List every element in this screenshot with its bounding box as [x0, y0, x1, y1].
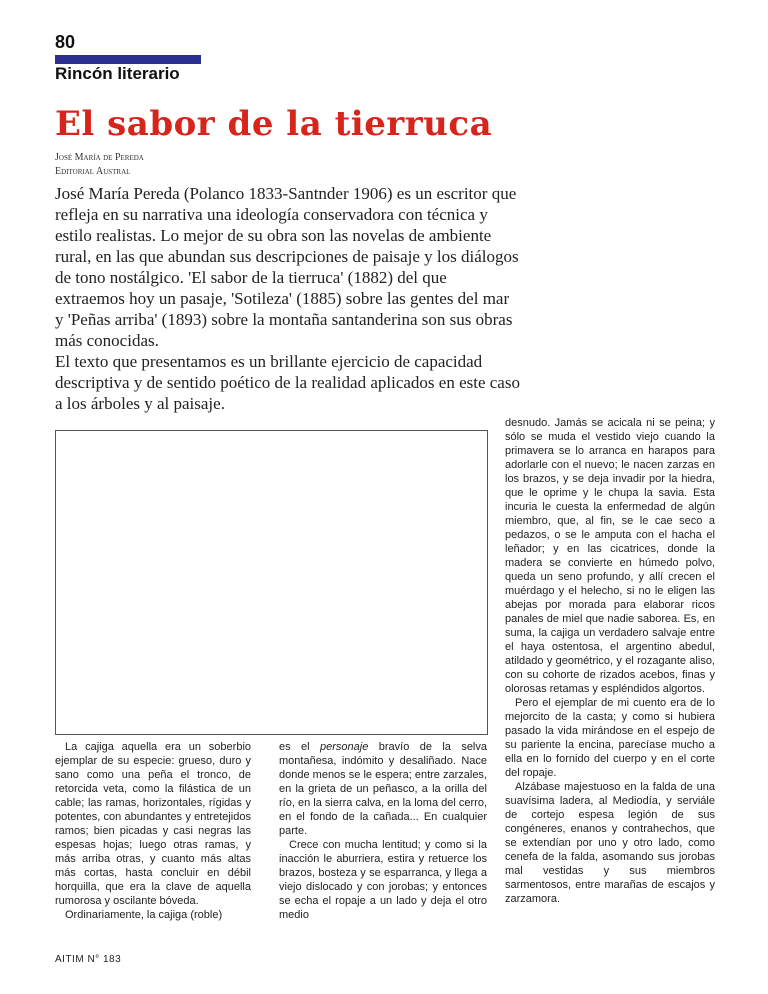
body-column-1: [55, 740, 251, 922]
publisher-name: Editorial Austral: [55, 166, 131, 177]
body-paragraph: Alzábase majestuoso en la falda de una suavísima ladera, al Mediodía, y serviále de cortejo espesa legión de sus congéneres, enanos y contrahechos, que se extendían por uno y otro lado, como cenefa de la falda, asomando sus jorobas mal vestidas y sus miembros sarmentosos, entre marañas de escajos y zarzamora.: [505, 781, 715, 905]
body-paragraph: Pero el ejemplar de mi cuento era de lo mejorcito de la casta; y como si hubiera pasado la vida mirándose en el espejo de su pariente la encina, parecíase mucho a ella en lo fornido del cuerpo y en el corte del ropaje.: [505, 697, 715, 779]
body-paragraph: desnudo. Jamás se acicala ni se peina; y sólo se muda el vestido viejo cuando la primavera se lo arranca en harapos para adorlarle con el nuevo; le nacen zarzas en los brazos, y se deja invadir por la hiedra, que le oprime y le chupa la savia. Esta incuria le cuesta la enfermedad de algún miembro, que, al fin, se le cae seco a pedazos, o se le amputa con el hacha el leñador; y en las cicatrices, donde la madera se convierte en húmedo polvo, queda un seno profundo, y allí crecen el muérdago y el helecho, si no le eligen las abejas por morada para elaborar ricos panales de miel que nadie saborea. Es, en suma, la cajiga un verdadero salvaje entre el haya ostentosa, el argentino abedul, atildado y geométrico, y el rozagante aliso, con su cohorte de rizados acebos, finas y olorosas retamas y espléndidos algortos.: [505, 417, 715, 695]
image-placeholder: [55, 430, 488, 735]
text-run: es el: [279, 741, 320, 753]
intro-paragraph: José María Pereda (Polanco 1833-Santnder 1906) es un escritor que refleja en su narrativa una ideología conservadora con técnica y estilo realistas. Lo mejor de su obra son las novelas de ambiente rural, en las que abundan sus descripciones de paisaje y los diálogos de tono nostálgico. 'El sabor de la tierruca' (1882) del que extraemos hoy un pasaje, 'Sotileza' (1885) sobre las gentes del mar y 'Peñas arriba' (1893) sobre la montaña santanderina son sus obras más conocidas.: [55, 184, 519, 350]
article-title: El sabor de la tierruca: [55, 104, 493, 144]
section-title: Rincón literario: [55, 64, 180, 83]
author-name: José María de Pereda: [55, 152, 144, 163]
body-paragraph: Ordinariamente, la cajiga (roble): [65, 909, 223, 921]
section-bar: [55, 55, 201, 64]
body-column-2: [279, 740, 487, 922]
body-column-3: [505, 416, 715, 906]
body-paragraph: Crece con mucha lentitud; y como si la inacción le aburriera, estira y retuerce los brazos, bosteza y se esparranca, y llega a viejo dislocado y con jorobas; y entonces se echa el ropaje a un lado y deja el otro medio: [279, 839, 487, 921]
intro-text: [55, 183, 520, 414]
byline: [55, 151, 144, 179]
text-run: bravío de la selva montañesa, indómito y desaliñado. Nace donde menos se le espera; entre zarzales, en la grieta de un peñasco, a la orilla del río, en la sierra calva, en la loma del cerro, en el fondo de la cañada... En cualquier parte.: [279, 741, 487, 837]
body-paragraph: La cajiga aquella era un soberbio ejemplar de su especie: grueso, duro y sano como una peña el tronco, de retorcida veta, como la filástica de un cable; las ramas, horizontales, rígidas y potentes, con abundantes y entretejidos ramos; bien picadas y casi negras las espesas hojas; luego otras ramas, y más arriba otras, y cuanto más altas más cortas, hasta concluir en débil horquilla, que era la clave de aquella rumorosa y oscilante bóveda.: [55, 741, 251, 907]
body-paragraph: [279, 740, 487, 838]
intro-paragraph: El texto que presentamos es un brillante ejercicio de capacidad descriptiva y de sentido poético de la realidad aplicados en este caso a los árboles y al paisaje.: [55, 352, 520, 413]
footer-journal: AITIM N° 183: [55, 954, 122, 965]
page-number: 80: [55, 32, 76, 52]
emphasis-text: personaje: [320, 741, 369, 753]
